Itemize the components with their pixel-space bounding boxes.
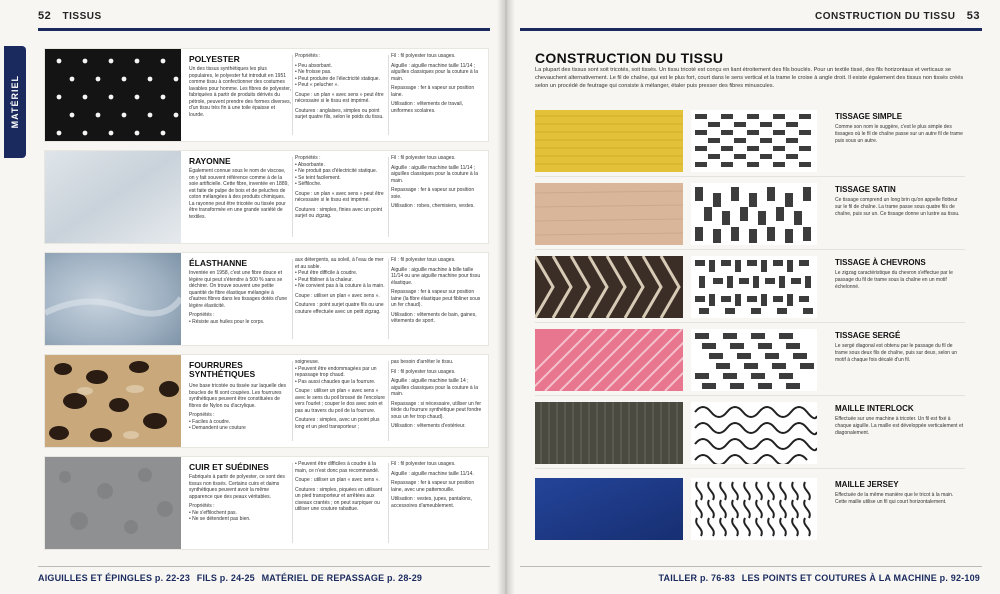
prop-line: • Peut être difficile à coudre. [295,270,358,276]
fabric-properties [295,461,387,516]
divider [388,157,389,237]
left-header-rule [38,28,490,31]
fabric-description-text: • Faciles à coudre. [189,418,231,425]
fabric-care [391,53,485,117]
weave-label [835,331,965,363]
fabric-description [189,383,291,435]
maille-interlock-photo [535,402,683,464]
tissage-satin-photo [535,183,683,245]
weave-label [835,258,965,290]
weave-separator [535,322,965,323]
care-line: Fil : fil polyester tous usages. [391,461,456,467]
care-line: Repassage : fer à vapeur sur position laine, avec une pattemouille. [391,480,475,493]
left-section-title: TISSUS [62,11,102,22]
divider [292,361,293,441]
fabric-description-text: Inventée en 1958, c'est une fibre douce et légère qui peut s'étendre à 500 % sans se déchirer. On trouve souvent une petite quantité de fibre élastique mélangée à d'autres fibres dans les tissages dotés d'une légère élasticité. [189,270,288,309]
weave-name: TISSAGE SIMPLE [835,112,903,121]
prop-line: Propriétés : [295,155,321,161]
fourrure-swatch [45,355,181,447]
footer-page: p. 92-109 [939,573,980,583]
page-title: CONSTRUCTION DU TISSU [535,50,724,66]
prop-line: • Peuvent être endommagées par un repassage trop chaud. [295,365,377,378]
care-line: Utilisation : vêtements de bain, gaines, vêtements de sport. [391,311,477,324]
fabric-row-rayonne [44,150,489,244]
footer-link[interactable]: MATÉRIEL DE REPASSAGE [261,573,385,583]
intro-paragraph: La plupart des tissus sont soit tricotés, soit tissés. Un tissu tricoté est conçu en liant étroitement des fils bouclés. Pour un textile tissé, des fils horizontaux et verticaux se chevauchent alternativement. Le fil de chaîne, qui est le plus fort, court dans le sens vertical et la trame le croise à angle droit. Il existe également des tissus non tissés créés selon un procédé de feutrage qui consiste à mélanger, étaler puis presser des fibres minuscules. [535,67,964,90]
care-line: Fil : fil polyester tous usages. [391,155,456,161]
fabric-properties [295,155,387,223]
care-line: Repassage : si nécessaire, utiliser un fer tiède du fourrure synthétique peut fondre sous un fer trop chaud). [391,400,482,420]
tissage-chevrons-diagram [691,256,817,318]
prop-line: • Peuvent être difficiles à coudre à la main, ce n'est donc pas recommandé. [295,461,380,474]
fabric-properties [295,257,387,318]
prop-line: • Absorbante. [295,161,325,168]
divider [292,157,293,237]
weave-description: Le zigzag caractéristique du chevron s'effectue par le passage du fil de trame sous la chaîne en un motif échelonné. [835,270,953,290]
prop-line: • Se teint facilement. [295,174,341,181]
maille-jersey-diagram [691,478,817,540]
prop-line: • Peu absorbant. [295,62,333,69]
right-footer-links [659,573,980,583]
prop-line: Coutures : point surjet quatre fils ou une couture effectuée avec un petit zigzag. [295,302,384,315]
fabric-row-fourrures [44,354,489,448]
footer-link[interactable]: FILS [196,573,218,583]
fabric-description-text: Fabriqués à partir de polyester, ce sont des tissus non tissés. Certains cuirs et daims synthétiques peuvent avoir la même apparence que des peaux véritables. [189,474,285,500]
fabric-description-text: Propriétés : [189,312,215,318]
fabric-properties [295,359,387,433]
fabric-description-text: • Résiste aux huiles pour le corps. [189,318,265,325]
fabric-name: FOURRURES SYNTHÉTIQUES [189,360,256,380]
polyester-swatch [45,49,181,141]
weave-row-interlock [535,402,965,464]
fabric-row-polyester [44,48,489,142]
fabric-description-text: • Demandent une couture [189,425,246,431]
right-page-number: 53 [966,10,980,22]
prop-line: • Pas aussi chaudes que la fourrure. [295,378,376,385]
tissage-serge-diagram [691,329,817,391]
left-footer-rule [38,566,490,567]
care-line: Aiguille : aiguille machine taille 11/14 ; aiguilles classiques pour la couture à la main. [391,62,478,82]
footer-page: p. 28-29 [387,573,423,583]
weave-row-chevrons [535,256,965,318]
fabric-care [391,155,485,213]
weave-description: Comme son nom le suggère, c'est le plus simple des tissages où le fil de chaîne passe sur un autre fil de trame puis sous un autre. [835,124,963,144]
fabric-description [189,474,291,526]
prop-line: • Peut produire de l'électricité statique. [295,75,380,82]
care-line: Utilisation : vêtements de travail, uniformes scolaires. [391,101,463,114]
prop-line: Propriétés : [295,53,321,59]
weave-row-simple [535,110,965,172]
prop-line: Coupe : un plan « avec sens » peut être nécessaire si le tissu est imprimé. [295,190,384,203]
fabric-care [391,257,485,328]
fabric-description [189,168,291,223]
prop-line: • Peut « pelucher ». [295,82,339,88]
cuir-swatch [45,457,181,549]
prop-line: Coupe : utiliser un plan « avec sens » avec le sens du poil brossé de l'encolure vers l'ourlet ; couper le dos avec soin et pas au travers du poil de la fourrure. [295,388,385,414]
right-footer-rule [520,566,982,567]
fabric-row-cuir [44,456,489,550]
prop-line: • Ne convient pas à la couture à la main. [295,283,385,289]
weave-label [835,112,965,144]
weave-name: MAILLE INTERLOCK [835,404,914,413]
weave-label [835,185,965,217]
weave-name: MAILLE JERSEY [835,480,899,489]
prop-line: Coupe : utiliser un plan « avec sens ». [295,477,380,483]
right-header-rule [520,28,982,31]
side-tab-materiel[interactable] [4,46,26,158]
prop-line: Coupe : utiliser un plan « avec sens ». [295,292,380,299]
footer-link[interactable]: AIGUILLES ET ÉPINGLES [38,573,153,583]
fabric-name: RAYONNE [189,156,231,166]
prop-line: • Peut fibliner à la chaleur. [295,276,353,283]
weave-separator [535,468,965,469]
weave-row-jersey [535,478,965,540]
weave-label [835,404,965,436]
prop-line: Coutures : simples, avec un point plus long et un pied transporteur ; [295,417,380,430]
fabric-description [189,270,291,328]
care-line: Aiguille : aiguille machine taille 11/14 ; aiguilles classiques pour la couture à la main. [391,164,478,184]
care-line: Aiguille : aiguille machine à bille taille 11/14 ou une aiguille machine pour tissu élastique. [391,266,481,286]
weave-name: TISSAGE À CHEVRONS [835,258,926,267]
care-line: Repassage : fer à vapeur sur position laine (la fibre élastique peut fibliner sous un fer chaud). [391,289,481,308]
fabric-description-text: • Ne se détendent pas bien. [189,516,251,522]
prop-line: Coutures : simples, finies avec un point surjet ou zigzag. [295,206,382,219]
tissage-satin-diagram [691,183,817,245]
care-line: Utilisation : vêtements d'extérieur. [391,423,466,429]
rayonne-swatch [45,151,181,243]
weave-name: TISSAGE SATIN [835,185,896,194]
fabric-description-text: Propriétés : [189,412,215,418]
care-line: Utilisation : robes, chemisiers, vestes. [391,203,475,209]
maille-interlock-diagram [691,402,817,464]
divider [388,463,389,543]
fabric-description-text: Propriétés : [189,503,215,509]
care-line: Fil : fil polyester tous usages. [391,53,456,59]
weave-name: TISSAGE SERGÉ [835,331,901,340]
care-line: Repassage : fer à vapeur sur position soie. [391,187,475,200]
divider [388,361,389,441]
footer-link[interactable]: TAILLER [658,573,698,583]
footer-page: p. 22-23 [154,573,191,583]
tissage-simple-diagram [691,110,817,172]
prop-line: • Ne produit pas d'électricité statique. [295,168,378,174]
fabric-name: POLYESTER [189,54,240,64]
weave-separator [535,395,965,396]
care-line: Fil : fil polyester tous usages. [391,257,456,263]
weave-label [835,480,965,506]
fabric-name: CUIR ET SUÉDINES [189,462,269,472]
prop-line: Coupe : un plan « avec sens » peut être nécessaire si le tissu est imprimé. [295,91,384,104]
care-line: pas besoin d'arrêter le tissu. [391,359,454,365]
prop-line: soigneuse. [295,359,320,365]
left-running-head [38,10,102,22]
fabric-care [391,461,485,512]
prop-line: aux détergents, au soleil, à l'eau de mer et au sable. [295,257,384,270]
side-tab-label: MATÉRIEL [10,75,20,129]
footer-page: p. 24-25 [219,573,255,583]
weave-row-satin [535,183,965,245]
care-line: Aiguille : aiguille machine taille 11/14. [391,470,474,477]
tissage-serge-photo [535,329,683,391]
tissage-simple-photo [535,110,683,172]
tissage-chevrons-photo [535,256,683,318]
weave-separator [535,249,965,250]
footer-link[interactable]: LES POINTS ET COUTURES À LA MACHINE [741,573,937,583]
book-gutter [497,0,515,594]
maille-jersey-photo [535,478,683,540]
care-line: Fil : fil polyester tous usages. [391,368,456,375]
fabric-row-elasthanne [44,252,489,346]
weave-separator [535,176,965,177]
prop-line: • Sèffiloche. [295,181,322,187]
divider [292,55,293,135]
prop-line: • Ne froisse pas. [295,69,332,75]
fabric-care [391,359,485,433]
left-page-number: 52 [38,10,52,22]
divider [388,55,389,135]
divider [388,259,389,339]
fabric-description [189,66,291,121]
elasthanne-swatch [45,253,181,345]
care-line: Utilisation : vestes, jupes, pantalons, accessoires d'ameublement. [391,496,472,509]
fabric-description-text: • Ne s'effilochent pas. [189,509,237,516]
fabric-description-text: Un des tissus synthétiques les plus populaires, le polyester fut introduit en 1951 comme tissu à confectionner des costumes lavables pour homme. Les fibres de polyester, fabriquées à partir de produits dérivés du pétrole, peuvent prendre des formes diverses, d'un tissu très fin à une toile épaisse et lourde. [189,66,291,118]
fabric-description-text: Également connue sous le nom de viscose, on y fait souvent référence comme à de la soie artificielle. Cette fibre, inventée en 1889, est faite de pulpe de bois et de peluches de coton mélangées à des produits chimiques. La rayonne peut être tricotée ou tissée pour être transformée en une grande variété de textiles. [189,168,289,220]
weave-description: Effectuée sur une machine à tricoter. Un fil est fixé à chaque aiguille. La maille est développée verticalement et diagonalement. [835,416,964,436]
right-running-head [815,10,980,22]
prop-line: Coutures : anglaises, simples ou point surjet quatre fils, selon le poids du tissu. [295,107,384,120]
weave-row-serge [535,329,965,391]
weave-description: Effectuée de la même manière que le tricot à la main. Cette maille utilise un fil qui court horizontalement. [835,492,954,505]
fabric-description-text: Une base tricotée ou tissée sur laquelle des boucles de fil sont coupées. Les fourrures synthétiques peuvent être constituées de fibres de Nylon ou d'acrylique. [189,383,287,409]
fabric-name: ÉLASTHANNE [189,258,248,268]
footer-page: p. 76-83 [699,573,736,583]
divider [292,463,293,543]
weave-description: Le sergé diagonal est obtenu par le passage du fil de trame sous deux fils de chaîne, puis sur deux, selon un motif à chaque fois décalé d'un fil. [835,343,958,363]
care-line: Repassage : fer à vapeur sur position laine. [391,85,475,98]
right-section-title: CONSTRUCTION DU TISSU [814,11,956,22]
divider [292,259,293,339]
left-footer-links [38,573,426,583]
care-line: Aiguille : aiguille machine taille 14 ; aiguilles classiques pour la couture à la main. [391,378,478,397]
fabric-properties [295,53,387,124]
prop-line: Coutures : simples, piquées en utilisant un pied transporteur et arrêtées aux ciseaux crantés ; on peut surpiquer ou utiliser une couture rabattue. [295,486,382,512]
weave-description: Ce tissage comprend un long brin qu'on appelle flotteur sur le fil de chaîne. La trame passe sous quatre fils de chaîne, puis sur un. Ce tissage donne un lustre au tissu. [835,197,960,217]
